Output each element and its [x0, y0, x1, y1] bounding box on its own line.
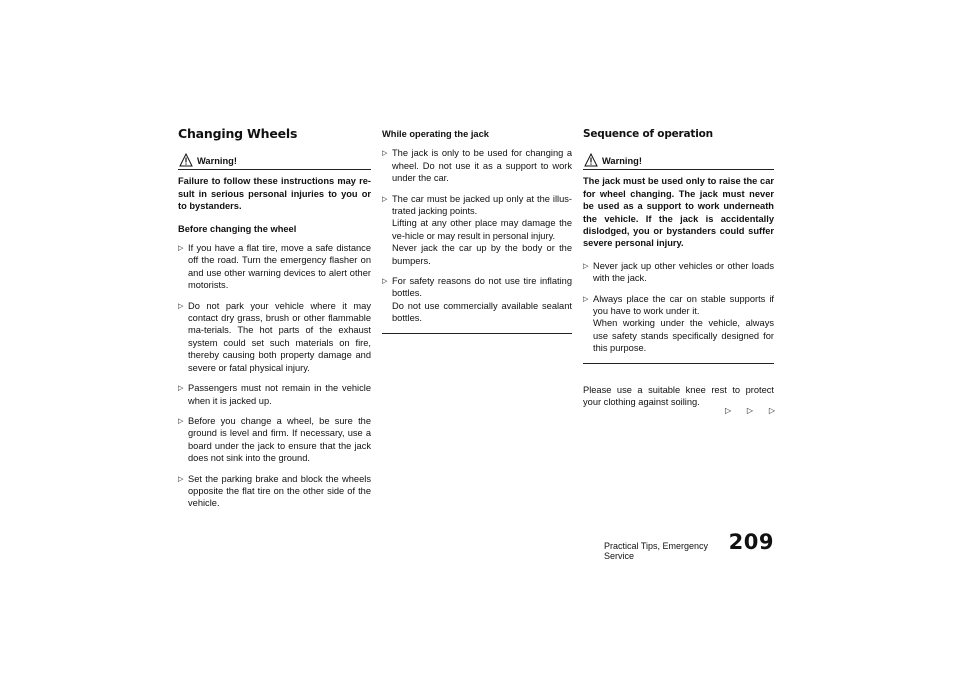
list-item: ▷ Do not park your vehicle where it may contact dry grass, brush or other flammable ma-terials. The hot parts of the exhaust system could set such materials on fire, thereby causing both property damage and severe or fatal physical injury.	[178, 300, 371, 373]
warning-triangle-icon	[584, 153, 598, 167]
triangle-bullet-icon: ▷	[178, 385, 184, 393]
footer-section-title: Practical Tips, Emergency Service	[604, 541, 709, 561]
triangle-bullet-icon: ▷	[178, 245, 184, 253]
warning-text: The jack must be used only to raise the car for wheel changing. The jack must never be used as a support to work underneath the vehicle. If the jack is accidentally dislodged, you or bystanders could suffer severe personal injury.	[583, 176, 774, 249]
list-item: ▷ Before you change a wheel, be sure the ground is level and firm. If necessary, use a board under the jack to ensure that the jack does not sink into the ground.	[178, 415, 371, 464]
note-text: Please use a suitable knee rest to protect your clothing against soiling.	[583, 384, 774, 408]
warning-label: Warning!	[602, 156, 642, 166]
list-item: ▷ The car must be jacked up only at the illus-trated jacking points. Lifting at any other place may damage the ve-hicle or may result in personal injury. Never jack the car up by the body or the bumpers.	[382, 193, 572, 266]
triangle-bullet-icon: ▷	[583, 295, 589, 303]
section-title: Sequence of operation	[583, 128, 713, 140]
page-footer	[604, 530, 774, 561]
list-item: ▷ Never jack up other vehicles or other loads with the jack.	[583, 260, 774, 284]
divider	[382, 333, 572, 334]
triangle-bullet-icon: ▷	[583, 262, 589, 270]
list-item: ▷ For safety reasons do not use tire inflating bottles. Do not use commercially available sealant bottles.	[382, 276, 572, 324]
page-number: 209	[728, 530, 774, 554]
continue-arrow-icon: ▷	[746, 406, 754, 415]
subheading: While operating the jack	[382, 129, 489, 139]
triangle-bullet-icon: ▷	[382, 278, 388, 286]
list-item: ▷ Passengers must not remain in the vehicle when it is jacked up.	[178, 383, 371, 406]
triangle-bullet-icon: ▷	[382, 195, 388, 203]
divider	[583, 363, 774, 364]
triangle-bullet-icon: ▷	[178, 475, 184, 483]
triangle-bullet-icon: ▷	[178, 302, 184, 310]
list-item: ▷ Set the parking brake and block the wheels opposite the flat tire on the other side of the vehicle.	[178, 473, 371, 509]
warning-triangle-icon	[179, 153, 193, 167]
list-item: ▷ The jack is only to be used for changing a wheel. Do not use it as a support to work under the car.	[382, 148, 572, 184]
continue-arrow-icon: ▷	[768, 406, 775, 415]
list-item: ▷ Always place the car on stable supports if you have to work under it. When working under the vehicle, always use safety stands specifically designed for this purpose.	[583, 293, 774, 354]
column-left	[178, 128, 371, 518]
column-middle	[382, 128, 572, 334]
list-item: ▷ If you have a flat tire, move a safe distance off the road. Turn the emergency flasher on and use other warning devices to alert other motorists.	[178, 243, 371, 291]
continue-arrows	[725, 406, 775, 415]
subheading: Before changing the wheel	[178, 223, 297, 234]
triangle-bullet-icon: ▷	[178, 417, 184, 425]
warning-header	[178, 153, 371, 170]
warning-text: Failure to follow these instructions may re-sult in serious personal injuries to you or to bystanders.	[178, 176, 371, 212]
warning-label: Warning!	[197, 156, 237, 166]
warning-header	[583, 153, 774, 170]
continue-arrow-icon: ▷	[725, 406, 732, 415]
column-right	[583, 128, 774, 409]
triangle-bullet-icon: ▷	[382, 150, 388, 158]
section-title: Changing Wheels	[178, 126, 298, 141]
